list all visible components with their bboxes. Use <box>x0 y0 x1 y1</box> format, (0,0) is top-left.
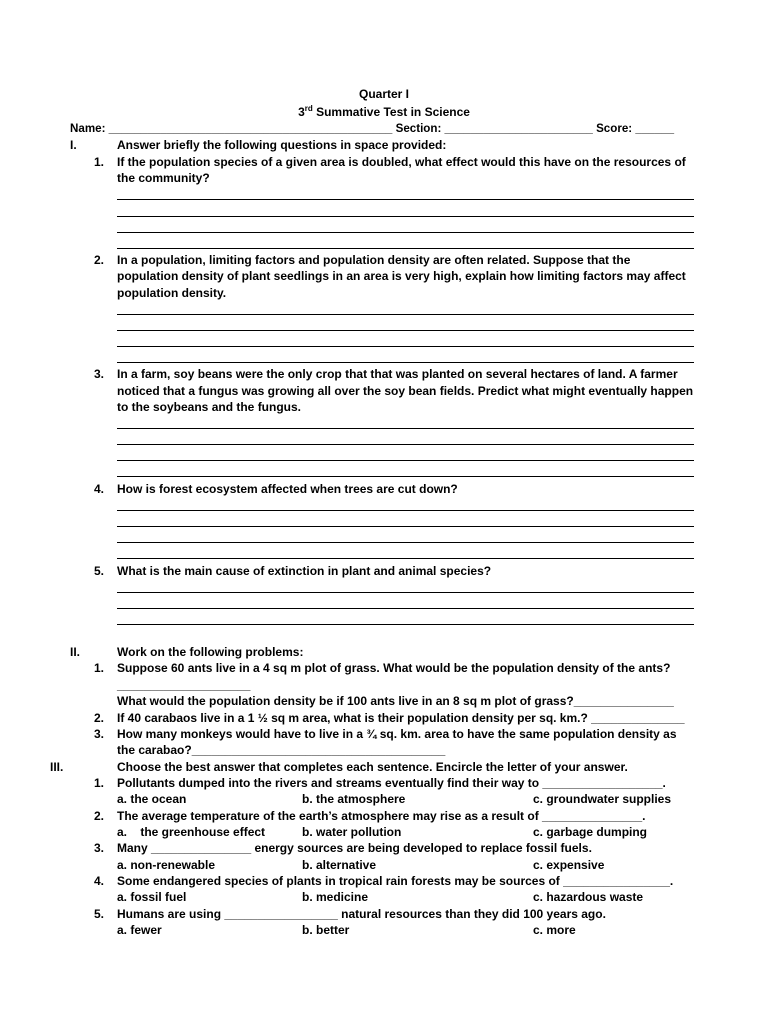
mc1-option-a[interactable]: a. the ocean <box>117 792 187 806</box>
mc4-option-b[interactable]: b. medicine <box>302 890 369 904</box>
q1-text-line1: If the population species of a given area is doubled, what effect would this have on the resources of <box>117 155 686 169</box>
p2-number: 2. <box>94 711 105 725</box>
title-rest: Summative Test in Science <box>316 105 470 119</box>
mc2-stem: The average temperature of the earth’s atmosphere may rise as a result of _______________. <box>117 809 646 823</box>
p3-text-line1: How many monkeys would have to live in a ¾ sq. km. area to have the same population density as <box>117 727 677 741</box>
answer-line[interactable] <box>117 428 694 429</box>
answer-line[interactable] <box>117 608 694 609</box>
p1-number: 1. <box>94 661 105 675</box>
q3-text-line2: noticed that a fungus was growing all over the soy bean fields. Predict what might eventually happen <box>117 384 694 398</box>
p3-text-line2: the carabao?______________________________________ <box>117 743 446 757</box>
answer-line[interactable] <box>117 510 694 511</box>
part-1-numeral: I. <box>70 138 77 152</box>
mc4-option-c[interactable]: c. hazardous waste <box>533 890 644 904</box>
mc3-option-a[interactable]: a. non-renewable <box>117 858 216 872</box>
answer-line[interactable] <box>117 558 694 559</box>
mc3-stem: Many _______________ energy sources are being developed to replace fossil fuels. <box>117 841 592 855</box>
answer-line[interactable] <box>117 232 694 233</box>
mc3-number: 3. <box>94 841 105 855</box>
mc5-stem: Humans are using _________________ natural resources than they did 100 years ago. <box>117 907 606 921</box>
answer-line[interactable] <box>117 216 694 217</box>
mc3-option-b[interactable]: b. alternative <box>302 858 377 872</box>
mc5-option-a[interactable]: a. fewer <box>117 923 162 937</box>
p1-answer-blank[interactable]: ____________________ <box>117 678 251 692</box>
answer-line[interactable] <box>117 476 694 477</box>
mc2-number: 2. <box>94 809 105 823</box>
answer-line[interactable] <box>117 346 694 347</box>
answer-line[interactable] <box>117 199 694 200</box>
answer-line[interactable] <box>117 460 694 461</box>
answer-line[interactable] <box>117 314 694 315</box>
answer-line[interactable] <box>117 330 694 331</box>
quarter-label: Quarter I <box>358 87 409 101</box>
answer-line[interactable] <box>117 362 694 363</box>
q4-number: 4. <box>94 482 105 496</box>
mc4-option-a[interactable]: a. fossil fuel <box>117 890 187 904</box>
q4-text-line1: How is forest ecosystem affected when trees are cut down? <box>117 482 458 496</box>
q2-text-line2: population density of plant seedlings in an area is very high, explain how limiting factors may affect <box>117 269 686 283</box>
q2-text-line1: In a population, limiting factors and population density are often related. Suppose that the <box>117 253 631 267</box>
q3-text-line3: to the soybeans and the fungus. <box>117 400 302 414</box>
mc2-option-a[interactable]: a. the greenhouse effect <box>117 825 266 839</box>
p1-text-line1: Suppose 60 ants live in a 4 sq m plot of grass. What would be the population density of the ants? <box>117 661 671 675</box>
mc4-stem: Some endangered species of plants in tropical rain forests may be sources of ________________. <box>117 874 674 888</box>
q3-number: 3. <box>94 367 105 381</box>
mc2-option-b[interactable]: b. water pollution <box>302 825 402 839</box>
p3-number: 3. <box>94 727 105 741</box>
answer-line[interactable] <box>117 248 694 249</box>
title-superscript: rd <box>304 104 313 113</box>
answer-line[interactable] <box>117 592 694 593</box>
mc4-number: 4. <box>94 874 105 888</box>
mc1-stem: Pollutants dumped into the rivers and streams eventually find their way to __________________. <box>117 776 666 790</box>
part-2-instruction: Work on the following problems: <box>117 645 304 659</box>
test-title <box>0 104 768 120</box>
mc5-number: 5. <box>94 907 105 921</box>
p2-text-line1: If 40 carabaos live in a 1 ½ sq m area, what is their population density per sq. km.? ______________ <box>117 711 685 725</box>
answer-line[interactable] <box>117 624 694 625</box>
q2-number: 2. <box>94 253 105 267</box>
answer-line[interactable] <box>117 444 694 445</box>
mc5-option-b[interactable]: b. better <box>302 923 350 937</box>
q5-text-line1: What is the main cause of extinction in plant and animal species? <box>117 564 492 578</box>
q3-text-line1: In a farm, soy beans were the only crop that that was planted on several hectares of land. A farmer <box>117 367 678 381</box>
mc2-option-c[interactable]: c. garbage dumping <box>533 825 648 839</box>
q1-number: 1. <box>94 155 105 169</box>
part-2-numeral: II. <box>70 645 81 659</box>
mc3-option-c[interactable]: c. expensive <box>533 858 605 872</box>
name-section-score-line: Name: ____________________________________________ Section: _______________________ Score: ______ <box>70 122 675 135</box>
mc1-option-c[interactable]: c. groundwater supplies <box>533 792 672 806</box>
mc1-number: 1. <box>94 776 105 790</box>
q1-text-line2: the community? <box>117 171 210 185</box>
title-ordinal: 3 <box>298 105 305 119</box>
q5-number: 5. <box>94 564 105 578</box>
part-1-instruction: Answer briefly the following questions in space provided: <box>117 138 447 152</box>
mc1-option-b[interactable]: b. the atmosphere <box>302 792 406 806</box>
mc5-option-c[interactable]: c. more <box>533 923 576 937</box>
p1-text-line3: What would the population density be if 100 ants live in an 8 sq m plot of grass?_______________ <box>117 694 674 708</box>
q2-text-line3: population density. <box>117 286 227 300</box>
answer-line[interactable] <box>117 526 694 527</box>
answer-line[interactable] <box>117 542 694 543</box>
part-3-instruction: Choose the best answer that completes each sentence. Encircle the letter of your answer. <box>117 760 628 774</box>
part-3-numeral: III. <box>50 760 64 774</box>
